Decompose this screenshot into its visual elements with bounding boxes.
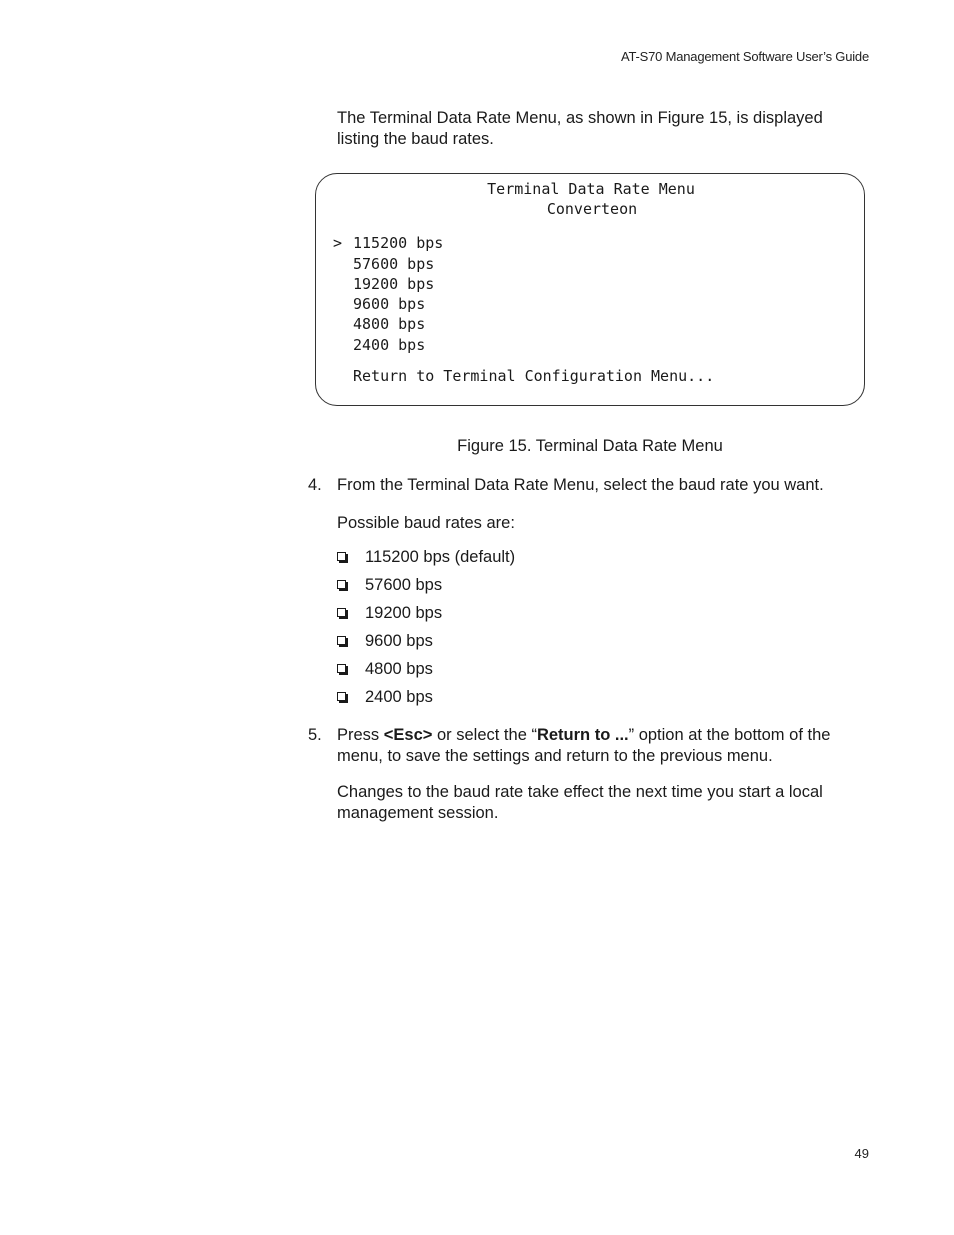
list-item-text: 19200 bps: [365, 604, 443, 622]
running-header: AT-S70 Management Software User’s Guide: [621, 49, 869, 64]
menu-option-4800[interactable]: 4800 bps: [353, 315, 426, 333]
checkbox-bullet-icon: [337, 664, 346, 673]
esc-key-label: <Esc>: [383, 726, 433, 744]
menu-option-57600[interactable]: 57600 bps: [353, 255, 435, 273]
menu-option-19200[interactable]: 19200 bps: [353, 275, 435, 293]
checkbox-bullet-icon: [337, 636, 346, 645]
step-number: 4.: [308, 476, 322, 494]
terminal-menu-figure: [315, 173, 865, 406]
checkbox-bullet-icon: [337, 580, 346, 589]
possible-rates-label: Possible baud rates are:: [337, 514, 515, 532]
figure-caption: Figure 15. Terminal Data Rate Menu: [457, 437, 723, 455]
list-item-text: 9600 bps: [365, 632, 433, 650]
baud-rate-note: Changes to the baud rate take effect the next time you start a local management session.: [337, 783, 823, 822]
selection-cursor: >: [333, 234, 343, 252]
page-number: 49: [854, 1146, 869, 1161]
return-option-label: Return to ...: [536, 726, 629, 744]
step-text-press: Press: [337, 726, 384, 744]
list-item-text: 4800 bps: [365, 660, 433, 678]
menu-option-9600[interactable]: 9600 bps: [353, 295, 426, 313]
menu-option-115200[interactable]: 115200 bps: [353, 234, 444, 252]
step-text-rest: ” option at the bottom of the menu, to save the settings and return to the previous menu.: [337, 726, 831, 765]
menu-option-2400[interactable]: 2400 bps: [353, 336, 426, 354]
step-number: 5.: [308, 726, 322, 744]
list-item-text: 115200 bps (default): [365, 548, 516, 566]
menu-subtitle: Converteon: [546, 200, 638, 218]
step-text: [337, 725, 867, 767]
list-item-text: 57600 bps: [365, 576, 443, 594]
intro-paragraph: The Terminal Data Rate Menu, as shown in Figure 15, is displayed listing the baud rates.: [337, 109, 823, 148]
menu-title: Terminal Data Rate Menu: [487, 180, 695, 198]
checkbox-bullet-icon: [337, 692, 346, 701]
step-text: From the Terminal Data Rate Menu, select the baud rate you want.: [337, 476, 824, 494]
menu-option-return[interactable]: Return to Terminal Configuration Menu...: [353, 367, 715, 385]
list-item-text: 2400 bps: [365, 688, 433, 706]
checkbox-bullet-icon: [337, 552, 346, 561]
checkbox-bullet-icon: [337, 608, 346, 617]
step-text-or-select: or select the “: [432, 726, 537, 744]
